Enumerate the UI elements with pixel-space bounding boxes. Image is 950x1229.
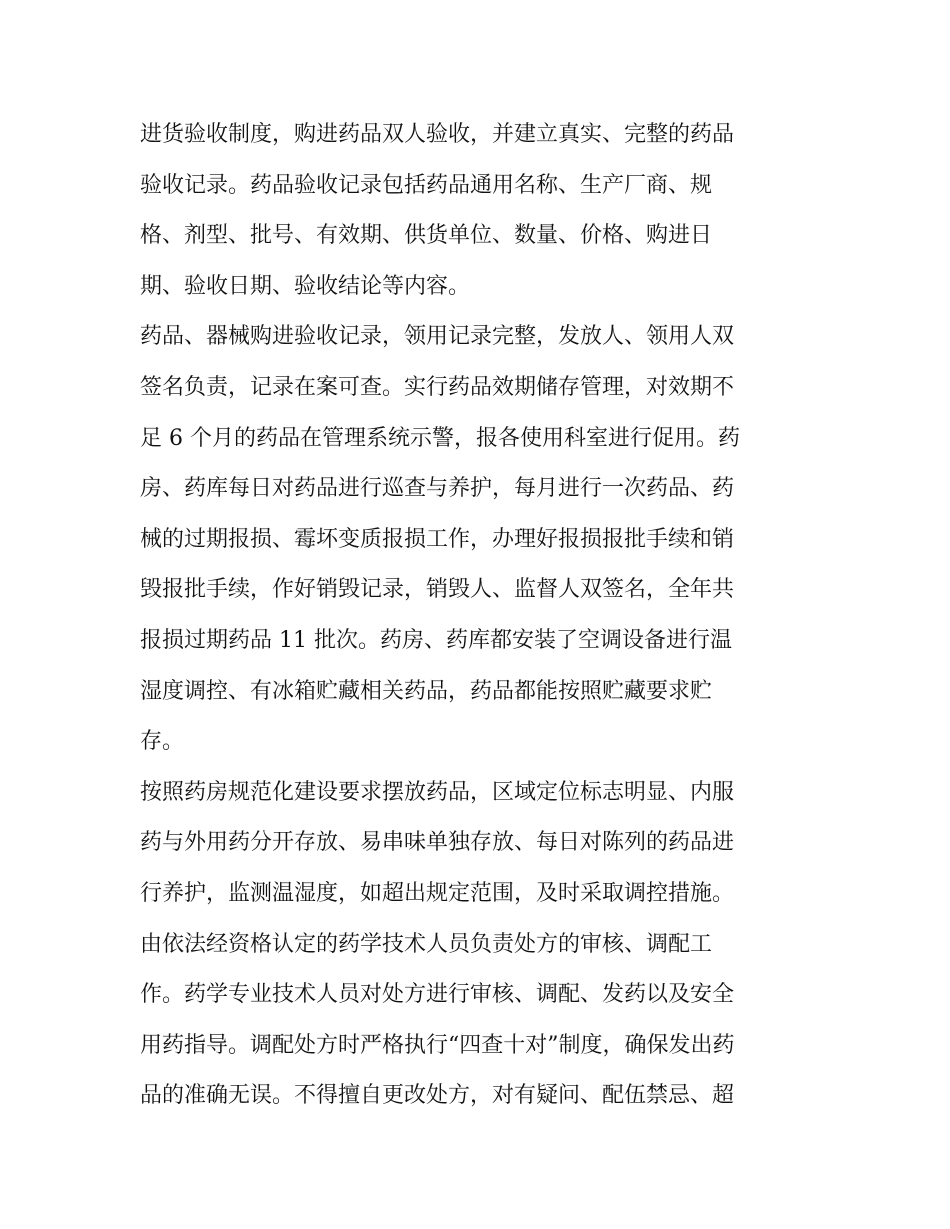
text-line: 期、验收日期、验收结论等内容。 [140,273,471,299]
text-line: 药品、器械购进验收记录，领用记录完整，发放人、领用人双 [140,324,735,350]
text-line: 作。药学专业技术人员对处方进行审核、调配、发药以及安全 [140,982,735,1008]
text-line: 湿度调控、有冰箱贮藏相关药品，药品都能按照贮藏要求贮 [140,678,713,704]
text-line: 验收记录。药品验收记录包括药品通用名称、生产厂商、规 [140,172,713,198]
text-line: 签名负责，记录在案可查。实行药品效期储存管理，对效期不 [140,374,735,400]
text-line: 进货验收制度，购进药品双人验收，并建立真实、完整的药品 [140,122,735,147]
text-line: 毁报批手续，作好销毁记录，销毁人、监督人双签名，全年共 [140,577,735,603]
text-line: 报损过期药品 11 批次。药房、药库都安装了空调设备进行温 [140,627,732,653]
text-line: 房、药库每日对药品进行巡查与养护，每月进行一次药品、药 [140,476,735,502]
text-line: 格、剂型、批号、有效期、供货单位、数量、价格、购进日 [140,223,713,249]
text-line: 品的准确无误。不得擅自更改处方，对有疑问、配伍禁忌、超 [140,1083,735,1109]
text-line: 存。 [140,729,185,755]
body-text [140,110,830,1122]
text-line: 械的过期报损、霉坏变质报损工作，办理好报损报批手续和销 [140,526,735,552]
text-line: 药与外用药分开存放、易串味单独存放、每日对陈列的药品进 [140,830,735,856]
text-line: 行养护，监测温湿度，如超出规定范围，及时采取调控措施。 [140,880,735,906]
text-line: 用药指导。调配处方时严格执行“四查十对”制度，确保发出药 [140,1032,735,1058]
text-line: 由依法经资格认定的药学技术人员负责处方的审核、调配工 [140,931,713,957]
text-line: 按照药房规范化建设要求摆放药品，区域定位标志明显、内服 [140,779,735,805]
text-line: 足 6 个月的药品在管理系统示警，报各使用科室进行促用。药 [140,425,740,451]
